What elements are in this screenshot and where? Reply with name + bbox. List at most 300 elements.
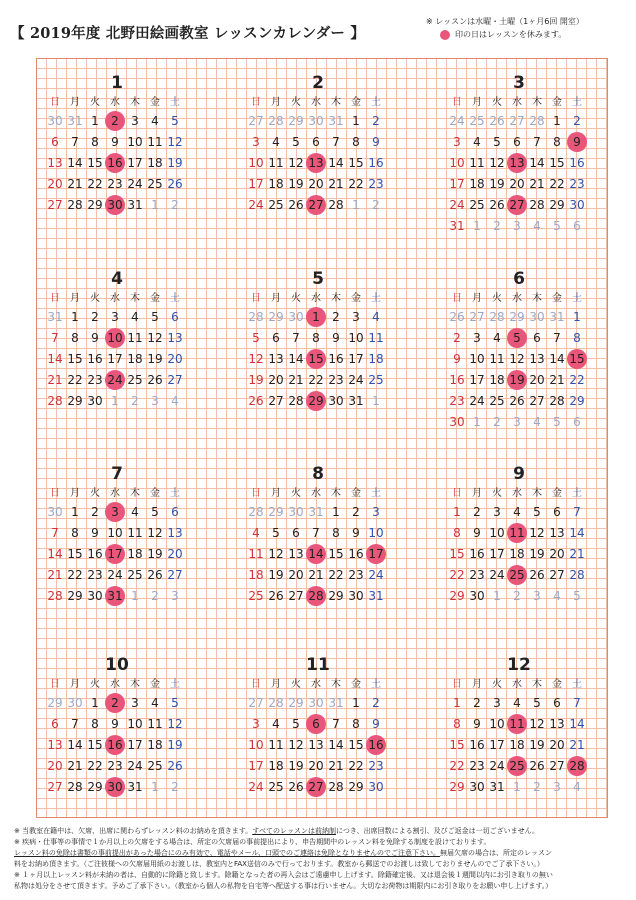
weekday-label: 土: [371, 679, 381, 690]
day-cell: 31: [127, 780, 143, 794]
weekday-label: 水: [512, 679, 522, 690]
day-cell: 8: [573, 331, 581, 345]
day-cell: 22: [549, 177, 565, 191]
day-cell: 30: [288, 310, 304, 324]
day-cell: 25: [147, 177, 163, 191]
weekday-label: 木: [331, 679, 341, 690]
day-cell: 26: [529, 568, 545, 582]
day-cell: 12: [167, 717, 183, 731]
weekday-label: 木: [331, 97, 341, 108]
day-cell: 30: [67, 696, 83, 710]
day-cell: 25: [127, 373, 143, 387]
day-cell: 2: [493, 415, 501, 429]
day-cell: 20: [167, 352, 183, 366]
closed-day: 2: [105, 111, 125, 132]
day-cell: 31: [449, 219, 465, 233]
day-cell: 4: [513, 505, 521, 519]
day-cell: 9: [352, 526, 360, 540]
day-cell: 7: [51, 526, 59, 540]
day-cell: 9: [111, 135, 119, 149]
day-cell: 2: [171, 780, 179, 794]
closed-day: 27: [306, 195, 326, 216]
day-cell: 21: [288, 373, 304, 387]
day-cell: 7: [573, 505, 581, 519]
day-cell: 21: [47, 373, 63, 387]
day-cell: 28: [328, 780, 344, 794]
day-cell: 23: [107, 177, 123, 191]
month-title: 8: [312, 464, 324, 484]
day-cell: 29: [549, 198, 565, 212]
weekday-label: 木: [331, 293, 341, 304]
weekday-header: [246, 677, 406, 693]
day-cell: 26: [147, 568, 163, 582]
day-cell: 1: [151, 780, 159, 794]
day-cell: 11: [489, 352, 505, 366]
weekday-label: 日: [452, 488, 462, 499]
day-cell: 13: [167, 331, 183, 345]
weekday-label: 水: [512, 488, 522, 499]
day-cell: 13: [288, 547, 304, 561]
day-cell: 2: [513, 589, 521, 603]
closed-day: 29: [306, 391, 326, 412]
day-cell: 6: [533, 331, 541, 345]
month-4: [45, 269, 205, 412]
day-cell: 10: [469, 352, 485, 366]
weekday-label: 日: [251, 293, 261, 304]
day-cell: 2: [372, 696, 380, 710]
day-cell: 14: [47, 547, 63, 561]
weekday-label: 水: [512, 293, 522, 304]
day-cell: 1: [473, 415, 481, 429]
closed-day: 14: [306, 544, 326, 565]
day-cell: 3: [493, 696, 501, 710]
day-cell: 26: [509, 394, 525, 408]
day-cell: 1: [493, 589, 501, 603]
day-cell: 19: [529, 547, 545, 561]
weekday-label: 金: [351, 488, 361, 499]
legend-notes: [426, 15, 584, 41]
day-cell: 3: [372, 505, 380, 519]
day-cell: 24: [127, 177, 143, 191]
day-cell: 11: [368, 331, 384, 345]
day-grid: [45, 307, 205, 412]
day-cell: 26: [288, 780, 304, 794]
day-cell: 18: [268, 177, 284, 191]
day-cell: 2: [473, 505, 481, 519]
day-cell: 26: [529, 759, 545, 773]
day-cell: 4: [372, 310, 380, 324]
day-cell: 8: [453, 717, 461, 731]
day-cell: 7: [553, 331, 561, 345]
weekday-label: 土: [371, 293, 381, 304]
day-cell: 21: [549, 373, 565, 387]
day-cell: 31: [67, 114, 83, 128]
day-cell: 13: [529, 352, 545, 366]
weekday-label: 金: [150, 97, 160, 108]
day-cell: 8: [71, 526, 79, 540]
day-cell: 14: [328, 156, 344, 170]
day-cell: 5: [171, 696, 179, 710]
day-cell: 20: [288, 568, 304, 582]
day-cell: 6: [171, 505, 179, 519]
day-cell: 27: [469, 310, 485, 324]
day-cell: 30: [308, 114, 324, 128]
day-cell: 15: [87, 156, 103, 170]
weekday-label: 木: [130, 97, 140, 108]
day-cell: 7: [71, 717, 79, 731]
day-cell: 16: [328, 352, 344, 366]
weekday-label: 火: [492, 97, 502, 108]
day-cell: 10: [107, 526, 123, 540]
day-cell: 31: [308, 505, 324, 519]
day-cell: 17: [248, 177, 264, 191]
footer-line-5: ※ １ヶ月以上レッスン料が未納の者は、自動的に除籍と致します。除籍となった者の再入会はご遠慮申し上げます。除籍確定後、又は退会後１週間以内にお引き取りの無い: [14, 871, 553, 879]
day-cell: 20: [308, 759, 324, 773]
day-cell: 6: [513, 135, 521, 149]
weekday-header: [447, 95, 607, 111]
day-cell: 8: [352, 717, 360, 731]
day-cell: 21: [569, 738, 585, 752]
day-cell: 27: [509, 114, 525, 128]
weekday-label: 木: [130, 293, 140, 304]
weekday-label: 月: [70, 679, 80, 690]
closed-day: 31: [105, 586, 125, 607]
weekday-label: 火: [291, 97, 301, 108]
day-cell: 1: [71, 505, 79, 519]
month-title: 4: [111, 269, 123, 289]
day-cell: 8: [553, 135, 561, 149]
day-cell: 2: [473, 696, 481, 710]
day-cell: 7: [292, 331, 300, 345]
day-cell: 12: [288, 738, 304, 752]
weekday-label: 木: [130, 488, 140, 499]
day-cell: 14: [529, 156, 545, 170]
day-cell: 13: [308, 738, 324, 752]
closed-day: 24: [105, 370, 125, 391]
day-cell: 15: [348, 156, 364, 170]
day-cell: 31: [127, 198, 143, 212]
weekday-label: 月: [472, 293, 482, 304]
day-cell: 31: [348, 394, 364, 408]
day-cell: 15: [549, 156, 565, 170]
day-cell: 2: [151, 589, 159, 603]
day-cell: 19: [147, 547, 163, 561]
day-cell: 14: [47, 352, 63, 366]
day-cell: 18: [147, 738, 163, 752]
day-cell: 12: [288, 156, 304, 170]
day-cell: 23: [368, 177, 384, 191]
day-cell: 13: [268, 352, 284, 366]
day-cell: 21: [308, 568, 324, 582]
day-cell: 19: [167, 738, 183, 752]
weekday-label: 木: [331, 488, 341, 499]
day-cell: 29: [449, 589, 465, 603]
day-grid: [447, 307, 607, 433]
day-cell: 6: [553, 505, 561, 519]
day-cell: 23: [368, 759, 384, 773]
day-cell: 8: [453, 526, 461, 540]
weekday-label: 日: [251, 679, 261, 690]
day-cell: 4: [553, 589, 561, 603]
day-cell: 29: [288, 114, 304, 128]
day-cell: 27: [248, 114, 264, 128]
day-cell: 5: [171, 114, 179, 128]
day-cell: 3: [553, 780, 561, 794]
closed-day: 11: [507, 523, 527, 544]
day-cell: 29: [328, 589, 344, 603]
closed-day: 27: [507, 195, 527, 216]
weekday-label: 金: [351, 293, 361, 304]
day-cell: 26: [268, 589, 284, 603]
weekday-label: 日: [452, 97, 462, 108]
day-cell: 4: [272, 135, 280, 149]
day-cell: 9: [473, 526, 481, 540]
weekday-header: [45, 486, 205, 502]
day-cell: 12: [489, 156, 505, 170]
day-cell: 29: [569, 394, 585, 408]
day-cell: 4: [171, 394, 179, 408]
day-grid: [45, 693, 205, 798]
day-cell: 28: [288, 394, 304, 408]
weekday-label: 水: [311, 97, 321, 108]
day-cell: 17: [489, 738, 505, 752]
day-cell: 30: [87, 589, 103, 603]
month-title: 1: [111, 73, 123, 93]
day-cell: 5: [533, 505, 541, 519]
day-cell: 14: [288, 352, 304, 366]
day-cell: 30: [47, 114, 63, 128]
day-cell: 28: [248, 310, 264, 324]
day-cell: 18: [147, 156, 163, 170]
closed-day: 9: [567, 132, 587, 153]
day-cell: 30: [288, 505, 304, 519]
day-cell: 21: [569, 547, 585, 561]
day-cell: 15: [67, 547, 83, 561]
day-grid: [447, 111, 607, 237]
footer-line-3: レッスン料の免除は書類の事前提出があった場合にのみ有効で、電話やメール、口頭でのご連絡は免除となりませんのでご注意下さい。無届欠席の場合は、所定のレッスン: [14, 849, 552, 857]
day-cell: 6: [171, 310, 179, 324]
day-cell: 27: [549, 759, 565, 773]
day-cell: 17: [248, 759, 264, 773]
day-cell: 28: [47, 394, 63, 408]
closed-day: 1: [306, 307, 326, 328]
day-cell: 4: [493, 331, 501, 345]
day-cell: 12: [147, 526, 163, 540]
month-title: 9: [513, 464, 525, 484]
day-cell: 24: [449, 114, 465, 128]
day-cell: 24: [489, 759, 505, 773]
day-cell: 23: [469, 568, 485, 582]
day-cell: 10: [127, 717, 143, 731]
day-cell: 6: [292, 526, 300, 540]
month-6: [447, 269, 607, 433]
day-cell: 18: [509, 547, 525, 561]
day-cell: 3: [533, 589, 541, 603]
day-cell: 8: [352, 135, 360, 149]
day-cell: 14: [67, 156, 83, 170]
weekday-label: 水: [311, 293, 321, 304]
day-cell: 5: [292, 135, 300, 149]
day-cell: 13: [549, 526, 565, 540]
day-cell: 20: [549, 547, 565, 561]
day-cell: 3: [252, 717, 260, 731]
lesson-days-note: ※ レッスンは水曜・土曜（1ヶ月6回 開室）: [426, 17, 584, 26]
day-cell: 15: [348, 738, 364, 752]
day-cell: 1: [513, 780, 521, 794]
weekday-label: 火: [492, 488, 502, 499]
day-cell: 18: [509, 738, 525, 752]
weekday-header: [246, 291, 406, 307]
day-grid: [246, 502, 406, 607]
day-cell: 3: [493, 505, 501, 519]
day-cell: 20: [167, 547, 183, 561]
weekday-label: 日: [50, 97, 60, 108]
month-3: [447, 73, 607, 237]
closed-day: 13: [306, 153, 326, 174]
day-cell: 30: [328, 394, 344, 408]
weekday-label: 木: [532, 97, 542, 108]
weekday-header: [447, 291, 607, 307]
day-cell: 21: [328, 177, 344, 191]
day-cell: 27: [248, 696, 264, 710]
day-cell: 17: [348, 352, 364, 366]
day-cell: 17: [107, 352, 123, 366]
day-cell: 14: [67, 738, 83, 752]
weekday-label: 土: [371, 97, 381, 108]
day-cell: 10: [449, 156, 465, 170]
day-cell: 23: [328, 373, 344, 387]
weekday-label: 日: [50, 293, 60, 304]
weekday-label: 水: [311, 488, 321, 499]
day-cell: 6: [272, 331, 280, 345]
day-cell: 1: [91, 114, 99, 128]
day-cell: 29: [268, 505, 284, 519]
day-cell: 27: [167, 373, 183, 387]
day-cell: 3: [473, 331, 481, 345]
day-cell: 2: [453, 331, 461, 345]
day-cell: 1: [372, 394, 380, 408]
day-cell: 4: [252, 526, 260, 540]
weekday-label: 水: [110, 488, 120, 499]
day-cell: 1: [111, 394, 119, 408]
day-cell: 25: [268, 198, 284, 212]
day-cell: 24: [248, 780, 264, 794]
closed-day: 25: [507, 565, 527, 586]
month-title: 6: [513, 269, 525, 289]
closed-day: 5: [507, 328, 527, 349]
day-cell: 29: [348, 780, 364, 794]
month-title: 3: [513, 73, 525, 93]
day-cell: 24: [469, 394, 485, 408]
day-cell: 27: [268, 394, 284, 408]
day-cell: 10: [368, 526, 384, 540]
day-cell: 19: [288, 177, 304, 191]
day-cell: 6: [51, 717, 59, 731]
day-cell: 8: [91, 717, 99, 731]
day-cell: 25: [268, 780, 284, 794]
day-cell: 14: [328, 738, 344, 752]
day-cell: 29: [87, 198, 103, 212]
day-cell: 2: [91, 310, 99, 324]
weekday-label: 水: [110, 97, 120, 108]
day-cell: 18: [368, 352, 384, 366]
day-cell: 11: [469, 156, 485, 170]
day-cell: 19: [268, 568, 284, 582]
day-cell: 26: [288, 198, 304, 212]
day-cell: 23: [569, 177, 585, 191]
day-cell: 28: [268, 696, 284, 710]
day-cell: 1: [453, 505, 461, 519]
day-cell: 2: [91, 505, 99, 519]
day-cell: 2: [332, 310, 340, 324]
day-cell: 22: [569, 373, 585, 387]
day-cell: 5: [493, 135, 501, 149]
day-cell: 24: [127, 759, 143, 773]
closed-day: 30: [105, 777, 125, 798]
day-cell: 30: [469, 589, 485, 603]
day-cell: 25: [147, 759, 163, 773]
weekday-label: 月: [271, 679, 281, 690]
day-cell: 21: [67, 759, 83, 773]
weekday-label: 月: [70, 97, 80, 108]
day-cell: 5: [573, 589, 581, 603]
day-cell: 12: [167, 135, 183, 149]
day-cell: 18: [489, 373, 505, 387]
day-cell: 1: [352, 696, 360, 710]
day-cell: 22: [348, 177, 364, 191]
day-cell: 26: [167, 759, 183, 773]
weekday-label: 月: [70, 488, 80, 499]
weekday-label: 火: [291, 679, 301, 690]
weekday-label: 金: [552, 97, 562, 108]
day-cell: 12: [529, 526, 545, 540]
day-cell: 22: [449, 568, 465, 582]
weekday-header: [246, 95, 406, 111]
weekday-label: 土: [572, 679, 582, 690]
footer-line-2: ※ 疾病・仕事等の事情で１か月以上の欠席をする場合は、所定の欠席届の事前提出により、申告期間中のレッスン料を免除する制度を設けております。: [14, 838, 491, 846]
weekday-label: 日: [251, 97, 261, 108]
day-cell: 5: [252, 331, 260, 345]
month-8: [246, 464, 406, 607]
day-cell: 5: [553, 415, 561, 429]
day-cell: 12: [268, 547, 284, 561]
day-cell: 7: [332, 717, 340, 731]
day-cell: 30: [529, 310, 545, 324]
closed-day: 2: [105, 693, 125, 714]
day-cell: 9: [332, 331, 340, 345]
day-cell: 30: [449, 415, 465, 429]
day-cell: 28: [328, 198, 344, 212]
day-cell: 8: [332, 526, 340, 540]
day-cell: 16: [469, 738, 485, 752]
day-grid: [246, 111, 406, 216]
day-cell: 2: [372, 114, 380, 128]
weekday-label: 火: [90, 488, 100, 499]
day-cell: 13: [549, 717, 565, 731]
day-cell: 28: [268, 114, 284, 128]
day-cell: 7: [332, 135, 340, 149]
day-cell: 30: [47, 505, 63, 519]
weekday-label: 金: [150, 488, 160, 499]
month-9: [447, 464, 607, 607]
day-cell: 8: [312, 331, 320, 345]
day-cell: 13: [167, 526, 183, 540]
day-cell: 28: [67, 198, 83, 212]
weekday-label: 日: [452, 293, 462, 304]
weekday-label: 月: [472, 488, 482, 499]
closed-day: 16: [105, 153, 125, 174]
weekday-header: [447, 677, 607, 693]
